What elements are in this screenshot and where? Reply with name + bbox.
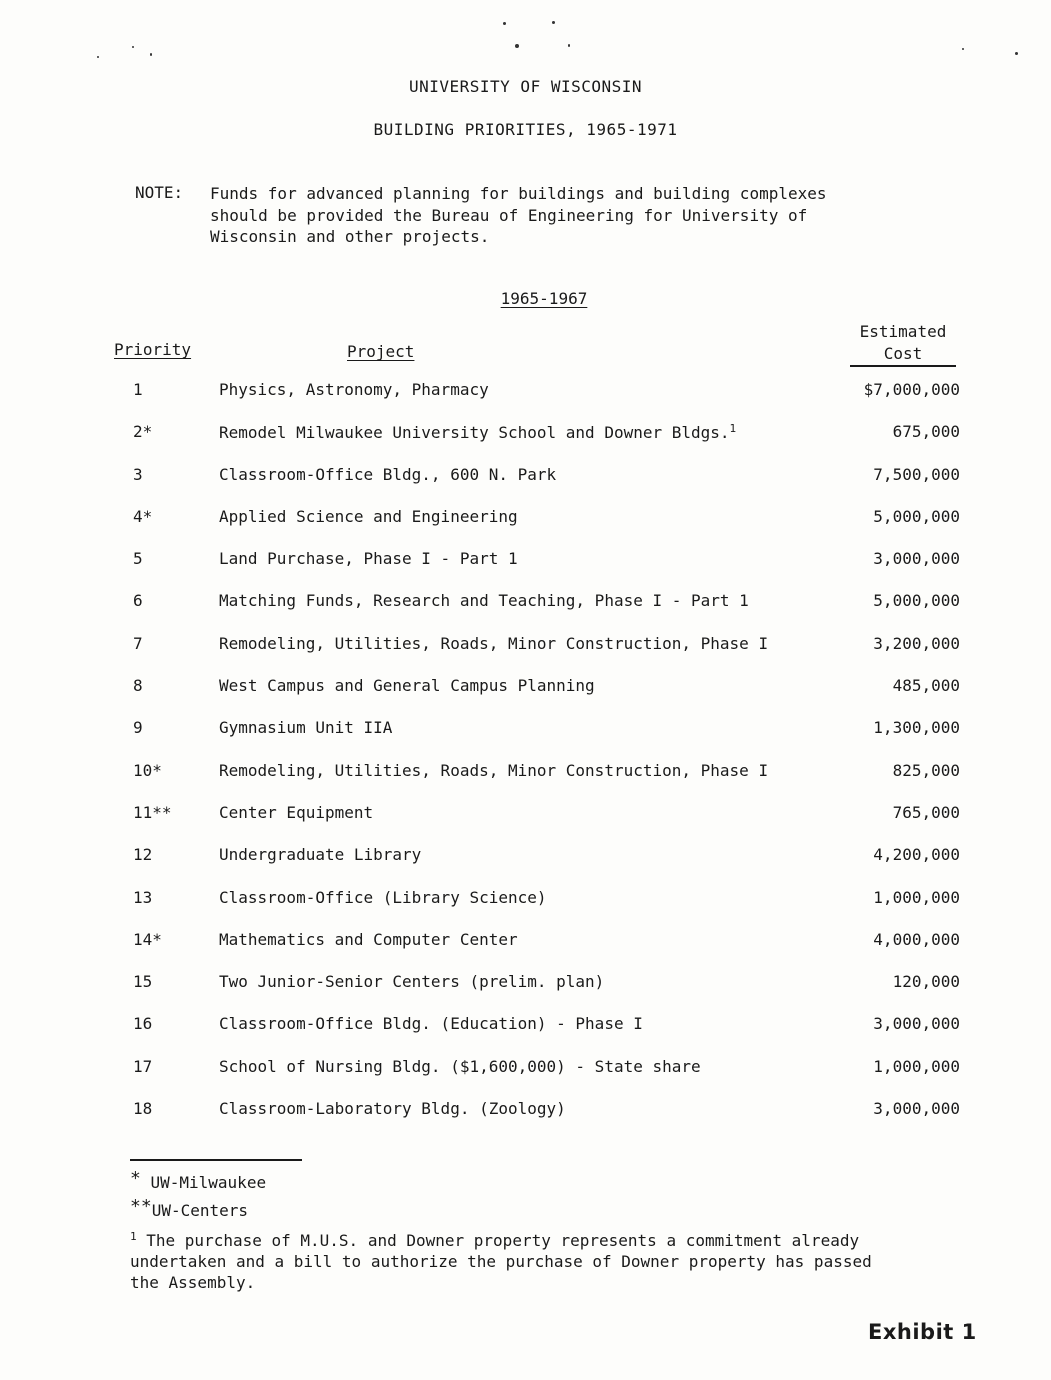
exhibit-label: Exhibit 1 (868, 1320, 977, 1344)
row-priority: 5 (133, 549, 143, 569)
row-project: Remodeling, Utilities, Roads, Minor Construction, Phase I (219, 760, 769, 780)
row-project: Gymnasium Unit IIA (219, 718, 393, 738)
row-project: Classroom-Office Bldg., 600 N. Park (219, 464, 557, 484)
row-project: Applied Science and Engineering (219, 506, 518, 526)
scan-speck (515, 44, 519, 48)
row-cost: 7,500,000 (873, 464, 960, 484)
scan-speck (503, 22, 506, 25)
row-priority: 8 (133, 676, 143, 696)
row-cost: 765,000 (892, 802, 960, 822)
row-cost: 3,200,000 (873, 633, 960, 653)
row-cost: $7,000,000 (863, 380, 960, 399)
row-cost: 5,000,000 (873, 591, 960, 611)
footnote-mark: ** (130, 1196, 152, 1217)
row-priority: 3 (133, 464, 143, 484)
row-priority: 16 (133, 1014, 153, 1034)
note-text: Funds for advanced planning for buildings and building complexes should be provided the Bureau of Engineering for University of Wisconsin and other projects. (210, 184, 827, 246)
row-priority: 11** (133, 802, 172, 822)
row-cost: 4,200,000 (873, 845, 960, 865)
column-header-priority: Priority (114, 340, 192, 359)
row-cost: 3,000,000 (873, 1099, 960, 1119)
row-project: Land Purchase, Phase I - Part 1 (219, 549, 518, 569)
row-priority: 1 (133, 380, 143, 399)
table-row (0, 718, 1051, 760)
row-priority: 14* (133, 929, 162, 949)
row-project-text: Remodel Milwaukee University School and Downer Bldgs. (219, 423, 730, 443)
priority-table (0, 380, 1051, 1141)
row-priority: 9 (133, 718, 143, 738)
row-project: Classroom-Office Bldg. (Education) - Phase I (219, 1014, 643, 1034)
row-project: Classroom-Laboratory Bldg. (Zoology) (219, 1099, 566, 1119)
row-cost: 825,000 (892, 760, 960, 780)
column-header-cost-line1: Estimated (859, 322, 947, 341)
row-project (219, 422, 736, 442)
row-priority: 13 (133, 887, 153, 907)
table-row (0, 803, 1051, 845)
row-cost: 4,000,000 (873, 929, 960, 949)
footnote-divider (130, 1159, 302, 1161)
row-project: Mathematics and Computer Center (219, 929, 518, 949)
scan-speck (132, 46, 134, 48)
table-row (0, 845, 1051, 887)
footnote-text: The purchase of M.U.S. and Downer property represents a commitment already undertaken and a bill to authorize the purchase of Downer property has passed the Assembly. (130, 1231, 872, 1292)
row-cost: 1,000,000 (873, 1056, 960, 1076)
row-project: Two Junior-Senior Centers (prelim. plan) (219, 972, 605, 992)
scan-speck (962, 48, 964, 50)
row-project: Matching Funds, Research and Teaching, Phase I - Part 1 (219, 591, 749, 611)
scan-speck (150, 53, 152, 56)
row-priority: 4* (133, 506, 153, 526)
scan-speck (552, 21, 555, 24)
row-cost: 1,300,000 (873, 718, 960, 738)
row-cost: 5,000,000 (873, 506, 960, 526)
table-row (0, 1057, 1051, 1099)
table-row (0, 972, 1051, 1014)
footnote-ref: 1 (729, 422, 737, 436)
row-cost: 675,000 (892, 422, 960, 442)
footnote-text: UW-Milwaukee (150, 1173, 267, 1192)
row-project: Undergraduate Library (219, 845, 422, 865)
document-subtitle: BUILDING PRIORITIES, 1965-1971 (373, 120, 678, 139)
row-project: Center Equipment (219, 802, 374, 822)
row-priority: 2* (133, 422, 153, 442)
table-row (0, 465, 1051, 507)
row-cost: 120,000 (892, 972, 960, 992)
footnote-milwaukee (130, 1168, 266, 1192)
table-row (0, 591, 1051, 633)
column-header-cost-line2: Cost (850, 343, 956, 367)
table-row (0, 634, 1051, 676)
row-project: Classroom-Office (Library Science) (219, 887, 547, 907)
row-priority: 17 (133, 1056, 153, 1076)
footnote-purchase (130, 1226, 970, 1293)
footnote-centers (130, 1196, 248, 1220)
institution-title: UNIVERSITY OF WISCONSIN (408, 77, 643, 96)
footnote-mark: 1 (130, 1230, 137, 1243)
column-header-cost (850, 321, 956, 367)
table-row (0, 549, 1051, 591)
table-row (0, 1014, 1051, 1056)
row-project: Remodeling, Utilities, Roads, Minor Construction, Phase I (219, 633, 769, 653)
row-priority: 6 (133, 591, 143, 611)
table-row (0, 380, 1051, 422)
note-label: NOTE: (135, 183, 184, 202)
row-priority: 10* (133, 760, 162, 780)
scan-speck (97, 56, 99, 58)
column-header-project: Project (347, 342, 415, 361)
row-cost: 3,000,000 (873, 549, 960, 569)
row-project: School of Nursing Bldg. ($1,600,000) - State share (219, 1056, 701, 1076)
row-priority: 7 (133, 633, 143, 653)
footnote-mark: * (130, 1168, 141, 1189)
table-row (0, 761, 1051, 803)
row-project: Physics, Astronomy, Pharmacy (219, 380, 489, 399)
period-heading (0, 289, 1051, 308)
row-cost: 3,000,000 (873, 1014, 960, 1034)
table-row (0, 888, 1051, 930)
table-row (0, 422, 1051, 464)
row-cost: 485,000 (892, 676, 960, 696)
period-label: 1965-1967 (500, 289, 588, 308)
row-priority: 18 (133, 1099, 153, 1119)
table-row (0, 1099, 1051, 1141)
scan-speck (1015, 52, 1018, 55)
row-cost: 1,000,000 (873, 887, 960, 907)
row-priority: 12 (133, 845, 153, 865)
row-project: West Campus and General Campus Planning (219, 676, 595, 696)
scan-speck (568, 44, 570, 47)
footnote-text: UW-Centers (151, 1201, 249, 1220)
row-priority: 15 (133, 972, 153, 992)
table-row (0, 507, 1051, 549)
table-row (0, 676, 1051, 718)
table-row (0, 930, 1051, 972)
